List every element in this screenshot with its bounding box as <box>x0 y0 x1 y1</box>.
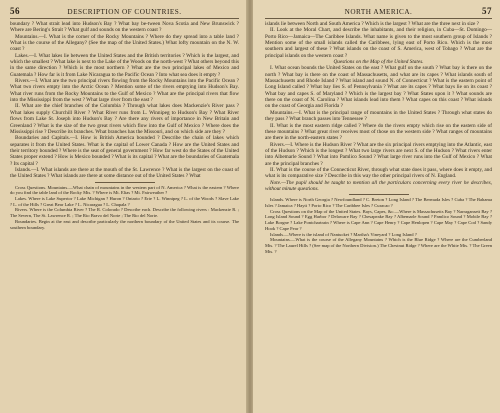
paragraph: II. What is the course of the Connecticut River, through what state does it pass, where does it empty, and what is its comparative size ? Describe in this way the other principal rivers of N. England. <box>265 166 492 180</box>
right-page <box>253 0 500 413</box>
paragraph: Boundaries and Capitals.—I. How is British America bounded ? Describe the chain of lakes which separates it from the United States. What is the capital of Lower Canada ? How are the United States and their territory bounded ? Where is the seat of general government ? How far west do the States of the United States proper extend ? How is Mexico bounded ? What is its capital ? What are the boundaries of Guatemala ? Its capital ? <box>10 135 239 167</box>
paragraph: Mountains.—I. What is the corner of the Rocky Mountains ? Where do they spread into a table land ? What is the course of the Allegany? (See the map of the United States.) What lofty mountain on the N. W. coast ? <box>10 33 239 53</box>
note-paragraph: Note.—The pupil should be taught to mention all the particulars concerning every river he describes, without minute questions. <box>265 179 492 192</box>
note: Boundaries. Begin at the east and describe particularly the northern boundary of the United States and its course. The southern boundary. <box>10 218 239 230</box>
right-page-body <box>265 21 492 192</box>
left-page-notes <box>10 185 239 231</box>
note: Cross Questions. Mountains.—What chain of mountains in the western part of N. America ? What is the eastern ? Where do you find the table land of the Rocky Mts. ? Where is Mt. Elias ? Mt. Fairweather ? <box>10 184 239 196</box>
paragraph: II. What is the most eastern ridge called ? Where do the rivers empty which rise on the eastern side of these mountains ? What great river receives most of those on the western side ? What ranges of mountains are there in the north-eastern states ? <box>265 122 492 142</box>
paragraph: II. What are the chief branches of the Columbia ? Through what lakes does Mackenzie's River pass ? What lakes supply Churchill River ? What River runs from L. Winnipeg to Hudson's Bay ? What River flows from Lake St. Joseph into Hudson's Bay ? Are there any rivers of importance in New Britain and Greenland ? What is the size of the two great rivers which flow into the Gulf of Mexico ? Where does the Mississippi rise ? Describe its branches. What branches has the Missouri, and on which side are they ? <box>10 103 239 135</box>
divider <box>95 182 155 183</box>
section-heading: Questions on the Map of the United States. <box>333 59 424 66</box>
paragraph: Rivers.—I. Where is the Hudson River ? What are the six principal rivers emptying into the Atlantic, east of the Hudson ? Which is the longest ? What two large rivers are next S. of the Hudson ? What rivers enter into Albemarle Sound ? What into Pamlico Sound ? What large river runs into the Gulf of Mexico ? What are the principal branches ? <box>265 141 492 167</box>
note: Mountains.—What is the course of the Allegany Mountains ? Which is the Blue Ridge ? Where are the Cumberland Mts. ? The Laurel Hills ? (See map of the Northern Division.) The Chestnut Ridge ? Where are the White Mts. ? The Green Mts. ? <box>265 237 492 254</box>
note: Cross Questions on the Map of the United States. Bays, Capes, &c.—Where is Massachusetts Bay ? Narragansett Bay ? Long Island Sound ? Egg Harbor ? Delaware Bay ? Chesapeake Bay ? Albemarle Sound ? Pamlico Sound ? Mobile Bay ? Lake Borgne ? Lake Pontchartrain ? Where is Cape Ann ? Cape Henry ? Cape Henlopen ? Cape May ? Cape Cod ? Sandy Hook ? Cape Fear ? <box>265 208 492 231</box>
note: Islands.—Where is the island of Nantucket ? Martha's Vineyard ? Long Island ? <box>270 231 417 237</box>
paragraph: I. What ocean bounds the United States on the east ? What gulf on the south ? What bay is there on the north ? What bay is there on the coast of Massachusetts, and what are its capes ? What islands south of Massachusetts and Rhode Island ? What island and sound N. of Connecticut ? What is the eastern point of Long Island called ? What bay lies S. of Pennsylvania ? What are its capes ? What bays lie on its coast ? What bay and capes S. of Maryland ? Which is the largest bay ? What States upon it ? What sounds are there on the coast of N. Carolina ? What islands lead into them ? What capes on this coast ? What islands on the coast of Georgia and Florida ? <box>265 65 492 110</box>
left-page <box>0 0 247 413</box>
paragraph: Lakes.—I. What lakes lie between the United States and the British territories ? Which is the largest, and which the smallest ? What lake is next to the Lake of the Woods on the north-west ? What others beyond this in the same direction ? Which is the most northern ? What are the two principal lakes of Mexico and Guatemala ? How far is it from Lake Nicaragua to the Pacific Ocean ? Into what sea does it empty ? <box>10 52 239 78</box>
note: Rivers. Where is the Columbia River ? The R. Colorado ? Describe each. Describe the following rivers : Mackenzie R. ; The Severn, The St. Lawrence R. ; The Rio Bravo del Norte ; The Rio del Norte. <box>10 207 239 219</box>
paragraph: Islands.—I. What islands are there at the mouth of the St. Lawrence ? What is the largest on the coast of the United States ? What islands are there at some distance out of the United States ? What <box>10 166 239 180</box>
divider <box>349 194 409 195</box>
paragraph: boundary ? What strait lead into Hudson's Bay ? What bay be-tween Nova Scotia and New Brunswick ? Where are Bering's Strait ? What gulf and sounds on the western coast ? <box>10 21 239 34</box>
note: Islands. Where is North Georgia ? Newfoundland ? C. Breton ? Long Island ? The Bermuda Isles ? Cuba ? The Bahama Isles ? Jamaica ? Hayti ? Porto Rico ? The Caribbee Isles ? Curacao ? <box>265 197 492 208</box>
page-number: 57 <box>481 6 492 16</box>
paragraph: islands lie between North and South America ? Which is the largest ? What are the three next in size ? <box>265 21 480 27</box>
paragraph: Rivers.—I. What are the two principal rivers flowing from the Rocky Mountains into the Pacific Ocean ? What two rivers empty into the Arctic Ocean ? Mention some of the rivers emptying into Hudson's Bay. What river runs from the Rocky Mountains to the Gulf of Mexico ? What are the principal rivers that flow into the Mississippi from the west ? What large river from the east ? <box>10 78 239 104</box>
left-page-header <box>10 6 239 19</box>
right-page-header <box>265 6 492 19</box>
page-number: 56 <box>10 6 20 16</box>
left-page-body <box>10 21 239 180</box>
running-title: NORTH AMERICA. <box>344 8 413 16</box>
paragraph: II. Look at the Moral Chart, and describe the inhabitants, and their religion, in Cuba—St. Domingo—Porto Rico—Jamaica—The Caribbee Islands. What name is given to the most southern group of Islands ? Mention some of the small islands called the Caribbees, lying east of Porto Rico. Which is the most southern and largest of these ? What islands on the coast of S. America, west of Tobago ? What are the principal islands on the western coast ? <box>265 27 492 59</box>
running-title: DESCRIPTION OF COUNTRIES. <box>67 8 182 16</box>
paragraph: Mountains.—I. What is the principal range of mountains in the United States ? Through what states do they pass ? What branch passes into Tennessee ? <box>265 109 492 123</box>
note: Lakes. Where is Lake Superior ? Lake Michigan ? Huron ? Ontario ? Erie ? L. Winnipeg ? L. of the Woods ? Slave Lake ? L. of the Hills ? Great Bear Lake ? L. Nicaragua ? L. Chapala ? <box>10 196 239 207</box>
right-page-notes <box>265 197 492 254</box>
